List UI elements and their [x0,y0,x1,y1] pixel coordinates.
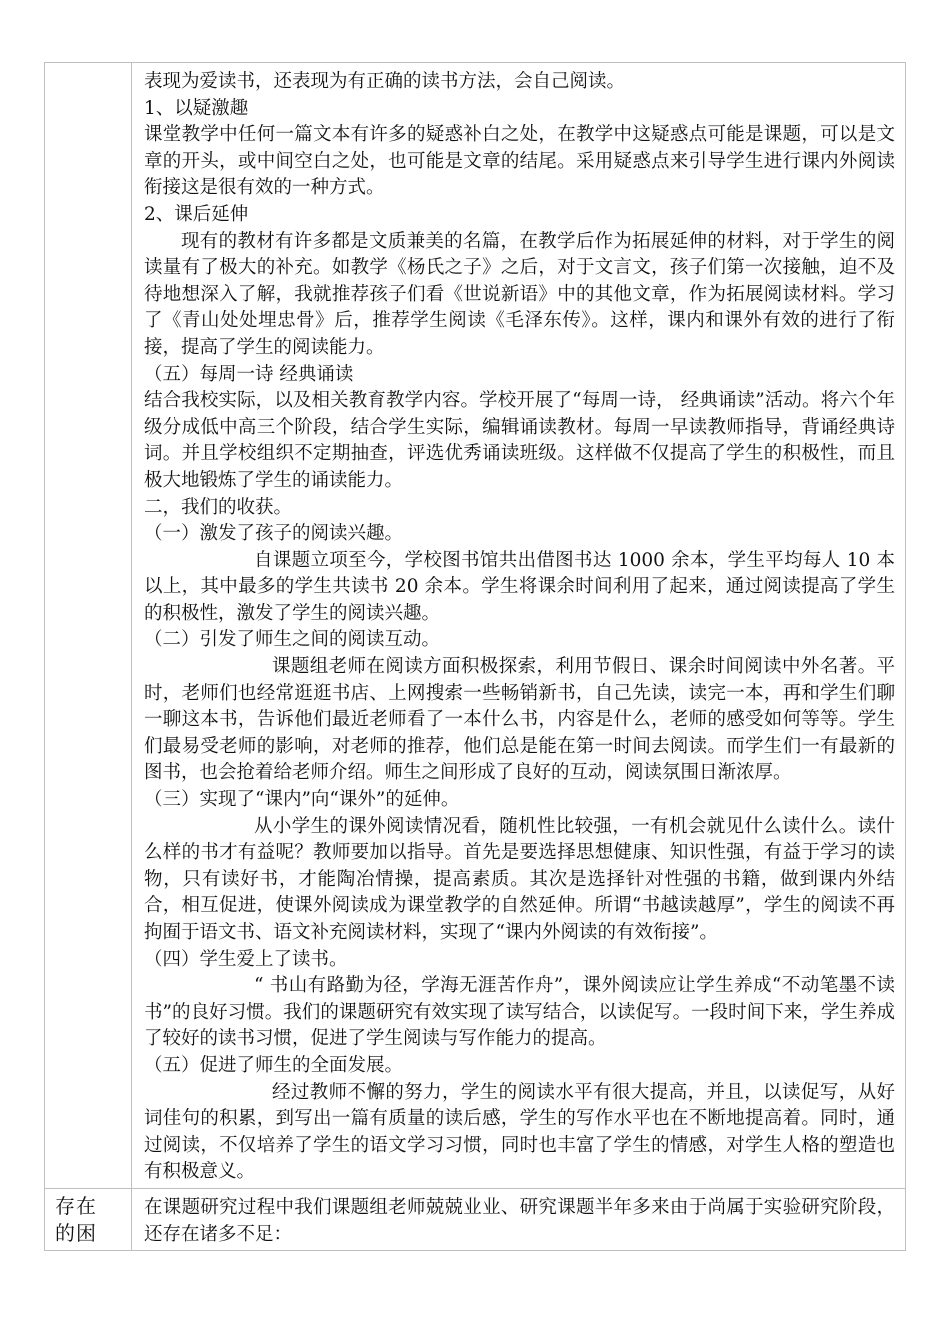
row-content-problems [132,1188,906,1250]
paragraph: 自课题立项至今，学校图书馆共出借图书达 1000 余本，学生平均每人 10 本以上，其中最多的学生共读书 20 余本。学生将课余时间利用了起来，通过阅读提高了学生的积极性，激发了学生的阅读兴趣。 [144,549,895,624]
paragraph: “ 书山有路勤为径，学海无涯苦作舟”，课外阅读应让学生养成“不动笔墨不读书”的良好习惯。我们的课题研究有效实现了读写结合，以读促写。一段时间下来，学生养成了较好的读书习惯，促进了学生阅读与写作能力的提高。 [144,975,895,1050]
section-heading: （一）激发了孩子的阅读兴趣。 [144,523,404,545]
paragraph: 在课题研究过程中我们课题组老师兢兢业业、研究课题半年多来由于尚属于实验研究阶段，还存在诸多不足： [144,1196,895,1245]
section-heading: 2、课后延伸 [144,203,249,225]
row-label-empty [45,63,132,1189]
report-table [44,62,906,1251]
paragraph: 经过教师不懈的努力，学生的阅读水平有很大提高，并且，以读促写，从好词佳句的积累，到写出一篇有质量的读后感，学生的写作水平也在不断地提高着。同时，通过阅读，不仅培养了学生的语文学习习惯，同时也丰富了学生的情感，对学生人格的塑造也有积极意义。 [144,1081,895,1183]
section-heading: （三）实现了“课内”向“课外”的延伸。 [144,789,460,811]
paragraph: 表现为爱读书，还表现为有正确的读书方法，会自己阅读。 [144,71,626,92]
section-heading: 二，我们的收获。 [144,496,293,518]
row-label-line: 存在 [55,1193,97,1218]
row-content-achievements [132,63,906,1189]
section-heading: （四）学生爱上了读书。 [144,948,348,970]
paragraph: 课题组老师在阅读方面积极探索，利用节假日、课余时间阅读中外名著。平时，老师们也经常逛逛书店、上网搜索一些畅销新书，自己先读，读完一本，再和学生们聊一聊这本书，告诉他们最近老师看了一本什么书，内容是什么，老师的感受如何等等。学生们最易受老师的影响，对老师的推荐，他们总是能在第一时间去阅读。而学生们一有最新的图书，也会抢着给老师介绍。师生之间形成了良好的互动，阅读氛围日渐浓厚。 [144,656,895,784]
table-row-problems [45,1188,906,1250]
table-row-achievements [45,63,906,1189]
paragraph: 现有的教材有许多都是文质兼美的名篇，在教学后作为拓展延伸的材料，对于学生的阅读量有了极大的补充。如教学《杨氏之子》之后，对于文言文，孩子们第一次接触，迫不及待地想深入了解，我就推荐孩子们看《世说新语》中的其他文章，作为拓展阅读材料。学习了《青山处处埋忠骨》后，推荐学生阅读《毛泽东传》。这样，课内和课外有效的进行了衔接，提高了学生的阅读能力。 [144,230,895,358]
section-heading: （二）引发了师生之间的阅读互动。 [144,629,441,651]
section-heading: （五）促进了师生的全面发展。 [144,1054,404,1076]
paragraph: 课堂教学中任何一篇文本有许多的疑惑补白之处，在教学中这疑惑点可能是课题，可以是文章的开头，或中间空白之处，也可能是文章的结尾。采用疑惑点来引导学生进行课内外阅读衔接这是很有效的一种方式。 [144,124,895,199]
row-label-line: 的困 [55,1220,97,1245]
paragraph: 结合我校实际，以及相关教育教学内容。学校开展了“每周一诗， 经典诵读”活动。将六个年级分成低中高三个阶段，结合学生实际，编辑诵读教材。每周一早读教师指导，背诵经典诗词。并且学校组织不定期抽查，评选优秀诵读班级。这样做不仅提高了学生的积极性，而且极大地锻炼了学生的诵读能力。 [144,390,895,491]
paragraph: 从小学生的课外阅读情况看，随机性比较强，一有机会就见什么读什么。读什么样的书才有益呢？教师要加以指导。首先是要选择思想健康、知识性强，有益于学习的读物，只有读好书，才能陶冶情操，提高素质。其次是选择针对性强的书籍，做到课内外结合，相互促进，使课外阅读成为课堂教学的自然延伸。所谓“书越读越厚”，学生的阅读不再拘囿于语文书、语文补充阅读材料，实现了“课内外阅读的有效衔接”。 [144,815,895,943]
document-page [44,62,906,1251]
section-heading: 1、以疑激趣 [144,97,249,119]
section-heading: （五）每周一诗 经典诵读 [144,363,354,385]
row-label-problems [45,1188,132,1250]
